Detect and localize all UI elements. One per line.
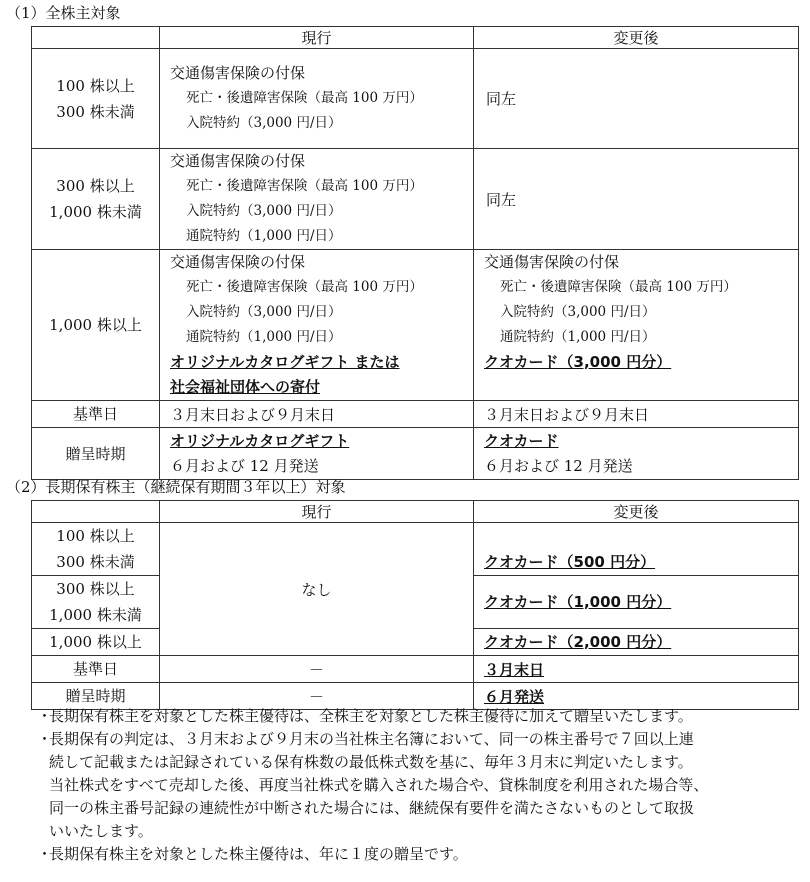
benefit-main: 交通傷害保険の付保 [170,152,306,170]
note-item [34,728,806,843]
benefit-item: 通院特約（1,000 円/日） [500,329,656,345]
record-date-value: ３月末日 [484,660,545,679]
header-current: 現行 [160,27,474,49]
category-line: 100 株以上 [56,527,135,545]
all-shareholders-table [31,26,799,480]
changed-cell [474,523,799,576]
category-cell [32,523,160,576]
quo-card-value: クオカード（3,000 円分） [484,353,672,371]
gift-option: 社会福祉団体への寄付 [170,378,321,396]
benefit-main: 交通傷害保険の付保 [484,253,620,271]
benefit-item: 入院特約（3,000 円/日） [186,115,342,131]
record-date-label: 基準日 [32,656,160,683]
section2-title: （2）長期保有株主（継続保有期間３年以上）対象 [6,478,346,496]
current-cell [160,250,474,401]
bullet: ・ [37,730,53,748]
header-changed: 変更後 [474,27,799,49]
gift-timing-changed [474,428,799,480]
gift-type: クオカード [484,431,559,450]
record-date-changed [474,656,799,683]
category-cell [32,576,160,629]
section1-title: （1）全株主対象 [6,4,121,22]
gift-timing-label: 贈呈時期 [32,428,160,480]
note-line: 長期保有株主を対象とした株主優待は、年に１度の贈呈です。 [49,845,468,863]
benefit-main: 交通傷害保険の付保 [170,64,306,82]
note-line: 続して記載または記録されている保有株数の最低株式数を基に、毎年３月末に判定いたします。 [49,753,693,771]
table-header-row [32,27,799,49]
note-line: 同一の株主番号記録の連続性が中断された場合には、継続保有要件を満たさないものとして取扱 [49,799,695,817]
note-item [34,705,806,728]
current-cell [160,49,474,149]
note-line: いいたします。 [49,822,153,840]
category-cell: 1,000 株以上 [32,629,160,656]
category-cell [32,49,160,149]
changed-cell: 同左 [474,149,799,250]
category-line: 1,000 株未満 [49,203,142,221]
record-date-current: － [160,656,474,683]
benefit-item: 入院特約（3,000 円/日） [500,304,656,320]
current-cell [160,149,474,250]
category-line: 300 株以上 [56,580,135,598]
category-cell [32,149,160,250]
bullet: ・ [37,845,53,863]
shipping-month: ６月および 12 月発送 [484,456,633,475]
header-current: 現行 [160,501,474,523]
long-term-shareholders-table [31,500,799,710]
changed-cell [474,576,799,629]
current-none: なし [160,523,474,656]
note-line: 長期保有の判定は、３月末および９月末の当社株主名簿において、同一の株主番号で７回以上連 [49,730,694,748]
note-item [34,843,806,866]
record-date-row [32,656,799,683]
gift-timing-current: － [160,683,474,710]
category-line: 300 株未満 [56,102,135,121]
benefit-item: 通院特約（1,000 円/日） [186,228,342,244]
gift-timing-row [32,428,799,480]
header-changed: 変更後 [474,501,799,523]
table-row [32,523,799,576]
benefit-item: 死亡・後遺障害保険（最高 100 万円） [186,178,423,194]
record-date-changed: ３月末日および９月末日 [474,401,799,428]
quo-card-value: クオカード（2,000 円分） [484,632,672,651]
record-date-row [32,401,799,428]
gift-timing-current [160,428,474,480]
benefit-main: 交通傷害保険の付保 [170,253,306,271]
changed-cell [474,250,799,401]
changed-cell: 同左 [474,49,799,149]
category-line: 100 株以上 [56,76,135,95]
shipping-month: ６月および 12 月発送 [170,456,319,475]
quo-card-value: クオカード（1,000 円分） [484,592,672,611]
benefit-item: 死亡・後遺障害保険（最高 100 万円） [500,279,737,295]
record-date-label: 基準日 [32,401,160,428]
category-cell: 1,000 株以上 [32,250,160,401]
category-line: 1,000 株未満 [49,606,142,624]
table-header-row [32,501,799,523]
record-date-current: ３月末日および９月末日 [160,401,474,428]
table-row [32,250,799,401]
category-line: 300 株未満 [56,553,135,571]
quo-card-value: クオカード（500 円分） [484,553,656,571]
bullet: ・ [37,707,53,725]
benefit-item: 死亡・後遺障害保険（最高 100 万円） [186,90,423,106]
changed-cell [474,629,799,656]
benefit-item: 通院特約（1,000 円/日） [186,329,342,345]
benefit-item: 入院特約（3,000 円/日） [186,304,342,320]
note-line: 長期保有株主を対象とした株主優待は、全株主を対象とした株主優待に加えて贈呈いたします。 [49,707,693,725]
table-row [32,149,799,250]
category-line: 300 株以上 [56,177,135,195]
header-blank [32,27,160,49]
gift-timing-label: 贈呈時期 [32,683,160,710]
table-row [32,49,799,149]
gift-option: オリジナルカタログギフト または [170,353,400,371]
gift-type: オリジナルカタログギフト [170,431,350,450]
gift-timing-value: ６月発送 [484,687,545,706]
header-blank [32,501,160,523]
notes [34,705,806,866]
benefit-item: 入院特約（3,000 円/日） [186,203,342,219]
benefit-item: 死亡・後遺障害保険（最高 100 万円） [186,279,423,295]
note-line: 当社株式をすべて売却した後、再度当社株式を購入された場合や、貸株制度を利用された場合等、 [49,776,709,794]
